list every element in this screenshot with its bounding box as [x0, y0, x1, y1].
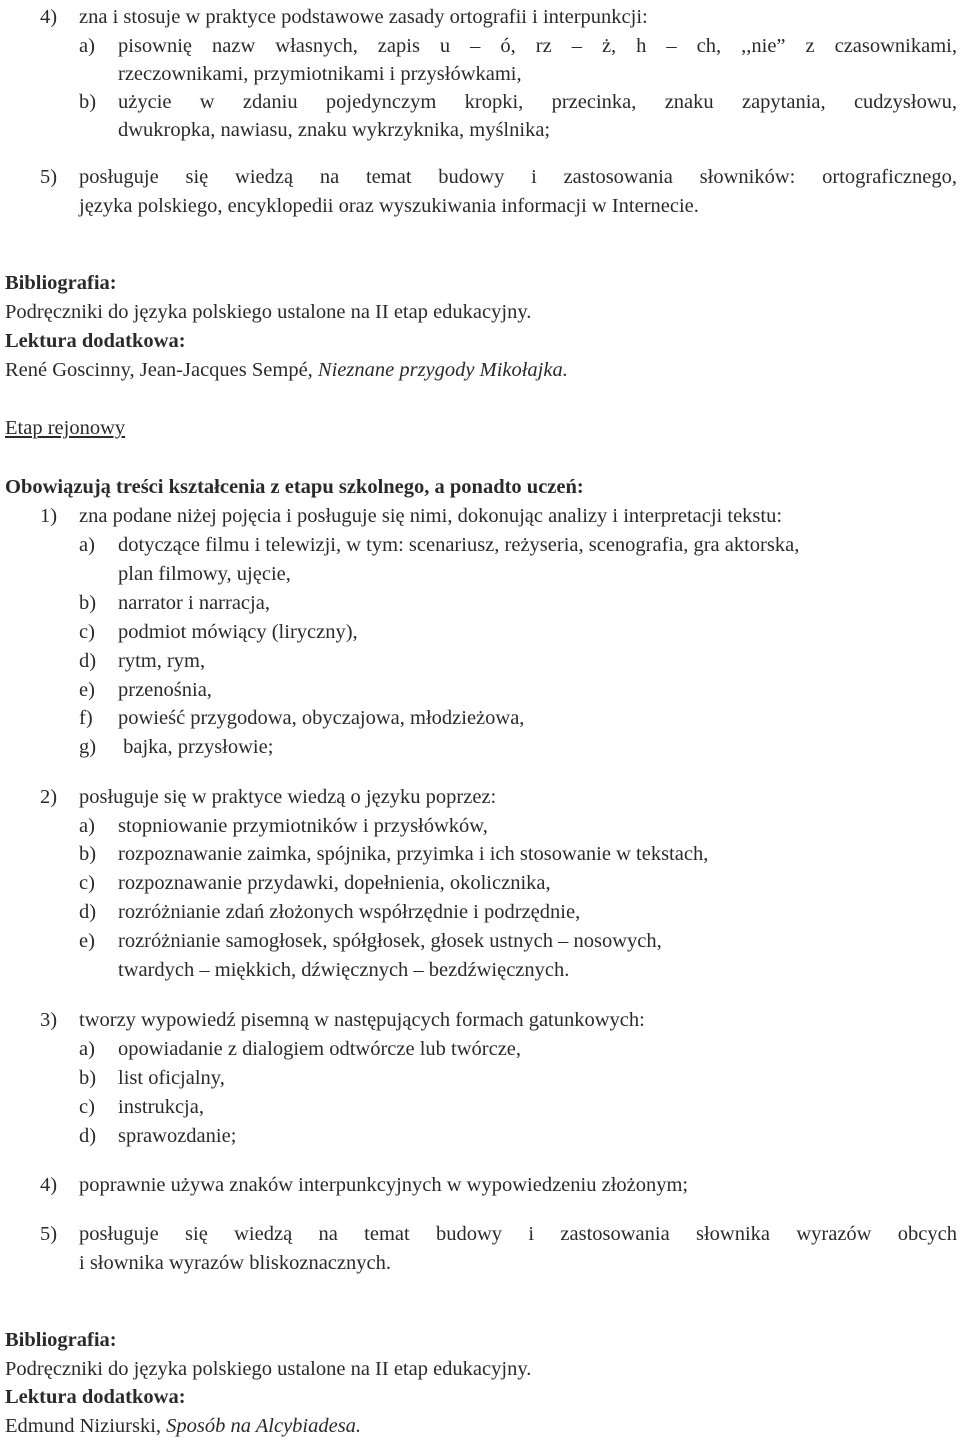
sub-item	[0, 898, 960, 927]
list-item-continuation	[0, 1249, 960, 1278]
list-item-continuation	[0, 192, 960, 221]
bibliography-row	[0, 298, 960, 327]
sub-letter: a)	[79, 1038, 95, 1060]
bibliography-heading-row	[0, 1326, 960, 1355]
reading-entry	[5, 1412, 361, 1441]
sub-text: plan filmowy, ujęcie,	[118, 563, 291, 585]
list-item	[0, 3, 960, 32]
sub-letter: b)	[79, 843, 97, 865]
sub-text: dwukropka, nawiasu, znaku wykrzyknika, myślnika;	[118, 119, 551, 141]
item-number: 4)	[40, 1174, 58, 1196]
sub-text: powieść przygodowa, obyczajowa, młodzieżowa,	[118, 707, 525, 729]
reading-heading-row	[0, 327, 960, 356]
sub-letter: d)	[79, 901, 97, 923]
list-item	[0, 163, 960, 192]
sub-letter: g)	[79, 736, 97, 758]
item-number: 5)	[40, 1223, 58, 1245]
sub-text: pisownię nazw własnych, zapis u – ó, rz – ż, h – ch, ,,nie” z czasownikami,	[118, 35, 957, 57]
item-number: 4)	[40, 6, 58, 28]
sub-item	[0, 704, 960, 733]
sub-item	[0, 647, 960, 676]
sub-item	[0, 1122, 960, 1151]
reading-authors: René Goscinny, Jean-Jacques Sempé,	[5, 359, 318, 381]
item-text: posługuje się w praktyce wiedzą o języku poprzez:	[79, 786, 497, 808]
bibliography-heading: Bibliografia:	[5, 272, 117, 294]
sub-item	[0, 869, 960, 898]
item-text: posługuje się wiedzą na temat budowy i zastosowania słowników: ortograficznego,	[79, 166, 957, 188]
sub-letter: c)	[79, 872, 95, 894]
sub-item-continuation	[0, 60, 960, 89]
item-text: zna podane niżej pojęcia i posługuje się nimi, dokonując analizy i interpretacji tekstu:	[79, 505, 783, 527]
sub-text: rozróżnianie samogłosek, spółgłosek, głosek ustnych – nosowych,	[118, 930, 662, 952]
sub-text: przenośnia,	[118, 679, 212, 701]
item-text: i słownika wyrazów bliskoznacznych.	[79, 1252, 391, 1274]
item-text: języka polskiego, encyklopedii oraz wyszukiwania informacji w Internecie.	[79, 195, 699, 217]
reading-heading: Lektura dodatkowa:	[5, 1386, 186, 1408]
reading-row	[0, 356, 960, 385]
sub-letter: d)	[79, 650, 97, 672]
sub-text: rozpoznawanie przydawki, dopełnienia, okolicznika,	[118, 872, 551, 894]
item-number: 5)	[40, 166, 58, 188]
sub-letter: a)	[79, 35, 95, 57]
section-title: Etap rejonowy	[5, 417, 126, 439]
reading-row	[0, 1412, 960, 1441]
reading-entry	[5, 356, 568, 385]
sub-text: dotyczące filmu i telewizji, w tym: scenariusz, reżyseria, scenografia, gra aktorska,	[118, 534, 800, 556]
sub-item-continuation	[0, 956, 960, 985]
section-title-row	[0, 414, 960, 443]
sub-letter: c)	[79, 1096, 95, 1118]
item-text: posługuje się wiedzą na temat budowy i zastosowania słownika wyrazów obcych	[79, 1223, 957, 1245]
sub-text: podmiot mówiący (liryczny),	[118, 621, 358, 643]
sub-item	[0, 733, 960, 762]
sub-text: rytm, rym,	[118, 650, 206, 672]
intro-row	[0, 473, 960, 502]
item-text: tworzy wypowiedź pisemną w następujących formach gatunkowych:	[79, 1009, 645, 1031]
list-item	[0, 1171, 960, 1200]
item-number: 1)	[40, 505, 58, 527]
sub-item	[0, 812, 960, 841]
sub-item	[0, 927, 960, 956]
sub-item	[0, 676, 960, 705]
sub-letter: b)	[79, 91, 97, 113]
sub-letter: d)	[79, 1125, 97, 1147]
sub-letter: e)	[79, 930, 95, 952]
sub-text: sprawozdanie;	[118, 1125, 237, 1147]
sub-letter: b)	[79, 592, 97, 614]
sub-text: rozróżnianie zdań złożonych współrzędnie i podrzędnie,	[118, 901, 581, 923]
bibliography-row	[0, 1355, 960, 1384]
sub-item	[0, 1064, 960, 1093]
sub-item	[0, 32, 960, 61]
sub-text: stopniowanie przymiotników i przysłówków,	[118, 815, 488, 837]
sub-item	[0, 589, 960, 618]
reading-title: Sposób na Alcybiadesa.	[166, 1415, 362, 1437]
sub-item	[0, 1035, 960, 1064]
sub-text: bajka, przysłowie;	[118, 736, 274, 758]
sub-item	[0, 1093, 960, 1122]
list-item	[0, 1006, 960, 1035]
reading-heading-row	[0, 1383, 960, 1412]
sub-letter: b)	[79, 1067, 97, 1089]
list-item	[0, 1220, 960, 1249]
intro-heading: Obowiązują treści kształcenia z etapu szkolnego, a ponadto uczeń:	[5, 476, 584, 498]
item-text: zna i stosuje w praktyce podstawowe zasady ortografii i interpunkcji:	[79, 6, 648, 28]
sub-text: rzeczownikami, przymiotnikami i przysłówkami,	[118, 63, 522, 85]
item-text: poprawnie używa znaków interpunkcyjnych w wypowiedzeniu złożonym;	[79, 1174, 689, 1196]
bibliography-text: Podręczniki do języka polskiego ustalone na II etap edukacyjny.	[5, 301, 532, 323]
sub-letter: e)	[79, 679, 95, 701]
sub-item-continuation	[0, 116, 960, 145]
list-item	[0, 783, 960, 812]
sub-text: instrukcja,	[118, 1096, 204, 1118]
bibliography-text: Podręczniki do języka polskiego ustalone na II etap edukacyjny.	[5, 1358, 532, 1380]
item-number: 3)	[40, 1009, 58, 1031]
sub-letter: a)	[79, 815, 95, 837]
sub-letter: f)	[79, 707, 93, 729]
sub-item	[0, 840, 960, 869]
sub-text: opowiadanie z dialogiem odtwórcze lub twórcze,	[118, 1038, 522, 1060]
sub-letter: c)	[79, 621, 95, 643]
reading-heading: Lektura dodatkowa:	[5, 330, 186, 352]
bibliography-heading-row	[0, 269, 960, 298]
sub-text: rozpoznawanie zaimka, spójnika, przyimka i ich stosowanie w tekstach,	[118, 843, 709, 865]
sub-text: narrator i narracja,	[118, 592, 270, 614]
sub-item-continuation	[0, 560, 960, 589]
sub-item	[0, 531, 960, 560]
list-item	[0, 502, 960, 531]
reading-authors: Edmund Niziurski,	[5, 1415, 167, 1437]
sub-text: użycie w zdaniu pojedynczym kropki, przecinka, znaku zapytania, cudzysłowu,	[118, 91, 957, 113]
sub-item	[0, 88, 960, 117]
sub-text: twardych – miękkich, dźwięcznych – bezdźwięcznych.	[118, 959, 570, 981]
sub-text: list oficjalny,	[118, 1067, 225, 1089]
sub-letter: a)	[79, 534, 95, 556]
reading-title: Nieznane przygody Mikołajka.	[317, 359, 568, 381]
bibliography-heading: Bibliografia:	[5, 1329, 117, 1351]
item-number: 2)	[40, 786, 58, 808]
sub-item	[0, 618, 960, 647]
